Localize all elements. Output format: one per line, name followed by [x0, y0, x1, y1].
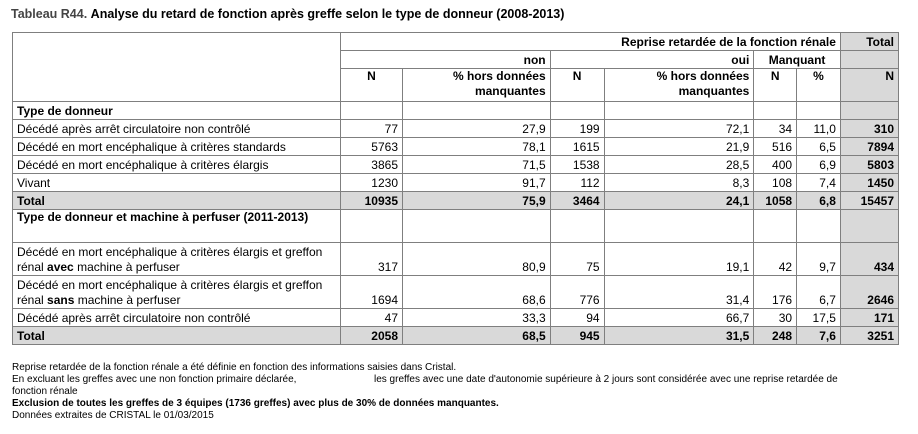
cell-man-pct: 17,5 [797, 309, 841, 327]
total-n-header: N [840, 69, 898, 102]
cell-man-n: 516 [754, 138, 797, 156]
non-pct-header: % hors données manquantes [403, 69, 551, 102]
cell-non-n: 3865 [340, 156, 402, 174]
section2-title: Type de donneur et machine à perfuser (2011-2013) [13, 210, 341, 243]
table-row [13, 120, 899, 138]
total-row [13, 327, 899, 345]
cell-non-n: 47 [340, 309, 402, 327]
cell-man-n: 108 [754, 174, 797, 192]
row-label: Total [13, 327, 341, 345]
cell-man-n: 400 [754, 156, 797, 174]
results-table [12, 32, 899, 345]
cell-total: 3251 [840, 327, 898, 345]
man-n-header: N [754, 69, 797, 102]
cell-oui-pct: 19,1 [604, 243, 754, 276]
table-row [13, 156, 899, 174]
cell-man-pct: 7,4 [797, 174, 841, 192]
cell-non-pct: 27,9 [403, 120, 551, 138]
cell-non-pct: 80,9 [403, 243, 551, 276]
cell-non-pct: 68,6 [403, 276, 551, 309]
cell-total: 2646 [840, 276, 898, 309]
cell-non-n: 317 [340, 243, 402, 276]
cell-total: 171 [840, 309, 898, 327]
cell-non-pct: 71,5 [403, 156, 551, 174]
non-n-header: N [340, 69, 402, 102]
cell-oui-n: 112 [550, 174, 604, 192]
row-label-bold: sans [47, 293, 75, 307]
cell-man-n: 176 [754, 276, 797, 309]
cell-oui-n: 75 [550, 243, 604, 276]
cell-man-pct: 7,6 [797, 327, 841, 345]
cell-non-pct: 75,9 [403, 192, 551, 210]
cell-oui-n: 776 [550, 276, 604, 309]
cell-oui-pct: 72,1 [604, 120, 754, 138]
non-header: non [340, 51, 550, 69]
row-label-post: machine à perfuser [74, 293, 181, 307]
table-caption: Analyse du retard de fonction après greffe selon le type de donneur (2008-2013) [90, 7, 565, 21]
cell-non-n: 5763 [340, 138, 402, 156]
cell-oui-n: 1615 [550, 138, 604, 156]
cell-non-pct: 33,3 [403, 309, 551, 327]
cell-non-n: 77 [340, 120, 402, 138]
table-row [13, 309, 899, 327]
cell-non-n: 10935 [340, 192, 402, 210]
row-label-pre: Décédé en mort encéphalique à critères élargis et greffon rénal [17, 245, 323, 274]
table-row [13, 138, 899, 156]
cell-oui-pct: 31,5 [604, 327, 754, 345]
cell-oui-pct: 66,7 [604, 309, 754, 327]
cell-oui-n: 94 [550, 309, 604, 327]
cell-man-n: 1058 [754, 192, 797, 210]
row-label: Décédé en mort encéphalique à critères standards [13, 138, 341, 156]
row-label-bold: avec [47, 260, 74, 274]
cell-oui-n: 1538 [550, 156, 604, 174]
row-label [13, 276, 341, 309]
footnote-definition: Reprise retardée de la fonction rénale a été définie en fonction des informations saisies dans Cristal. [12, 362, 457, 373]
cell-oui-pct: 24,1 [604, 192, 754, 210]
section-title-row [13, 102, 899, 120]
cell-oui-n: 199 [550, 120, 604, 138]
cell-man-n: 34 [754, 120, 797, 138]
manquant-header: Manquant [754, 51, 841, 69]
footnotes [12, 362, 902, 422]
cell-non-pct: 68,5 [403, 327, 551, 345]
row-label: Vivant [13, 174, 341, 192]
total-row [13, 192, 899, 210]
total-header: Total [840, 33, 898, 51]
row-label [13, 243, 341, 276]
table-row [13, 276, 899, 309]
cell-man-n: 248 [754, 327, 797, 345]
table-row [13, 243, 899, 276]
row-label-pre: Décédé en mort encéphalique à critères élargis et greffon rénal [17, 278, 323, 307]
footnote-continuation: fonction rénale [12, 386, 78, 397]
man-pct-header: % [797, 69, 841, 102]
cell-man-pct: 9,7 [797, 243, 841, 276]
footnote-exclusion: Exclusion de toutes les greffes de 3 équipes (1736 greffes) avec plus de 30% de données manquantes. [12, 398, 499, 409]
oui-header: oui [550, 51, 754, 69]
cell-oui-pct: 28,5 [604, 156, 754, 174]
cell-oui-n: 945 [550, 327, 604, 345]
section-title-row [13, 210, 899, 243]
cell-non-n: 2058 [340, 327, 402, 345]
footnote-source: Données extraites de CRISTAL le 01/03/2015 [12, 410, 214, 421]
cell-oui-n: 3464 [550, 192, 604, 210]
table-title [11, 7, 564, 21]
header-row-1 [13, 33, 899, 51]
cell-oui-pct: 31,4 [604, 276, 754, 309]
total-header-blank [840, 51, 898, 69]
cell-non-n: 1230 [340, 174, 402, 192]
cell-man-n: 30 [754, 309, 797, 327]
cell-oui-pct: 8,3 [604, 174, 754, 192]
oui-pct-header: % hors données manquantes [604, 69, 754, 102]
row-label-post: machine à perfuser [73, 260, 180, 274]
cell-total: 7894 [840, 138, 898, 156]
cell-total: 310 [840, 120, 898, 138]
row-label: Décédé en mort encéphalique à critères élargis [13, 156, 341, 174]
footnote-part-b: les greffes avec une date d'autonomie supérieure à 2 jours sont considérée avec une reprise retardée de [374, 374, 838, 385]
footnote-part-a: En excluant les greffes avec une non fonction primaire déclarée, [12, 374, 297, 385]
section1-title: Type de donneur [13, 102, 341, 120]
cell-total: 15457 [840, 192, 898, 210]
cell-non-n: 1694 [340, 276, 402, 309]
group-header: Reprise retardée de la fonction rénale [340, 33, 840, 51]
cell-total: 1450 [840, 174, 898, 192]
cell-man-pct: 6,8 [797, 192, 841, 210]
cell-man-n: 42 [754, 243, 797, 276]
cell-oui-pct: 21,9 [604, 138, 754, 156]
row-label: Décédé après arrêt circulatoire non contrôlé [13, 309, 341, 327]
oui-n-header: N [550, 69, 604, 102]
table-row [13, 174, 899, 192]
table-number: Tableau R44. [11, 7, 88, 21]
row-label: Décédé après arrêt circulatoire non contrôlé [13, 120, 341, 138]
cell-non-pct: 78,1 [403, 138, 551, 156]
cell-man-pct: 6,5 [797, 138, 841, 156]
cell-total: 434 [840, 243, 898, 276]
row-label: Total [13, 192, 341, 210]
cell-man-pct: 11,0 [797, 120, 841, 138]
cell-total: 5803 [840, 156, 898, 174]
cell-man-pct: 6,7 [797, 276, 841, 309]
cell-non-pct: 91,7 [403, 174, 551, 192]
footnote-exclusion-criteria [12, 374, 902, 386]
header-corner [13, 33, 341, 102]
cell-man-pct: 6,9 [797, 156, 841, 174]
